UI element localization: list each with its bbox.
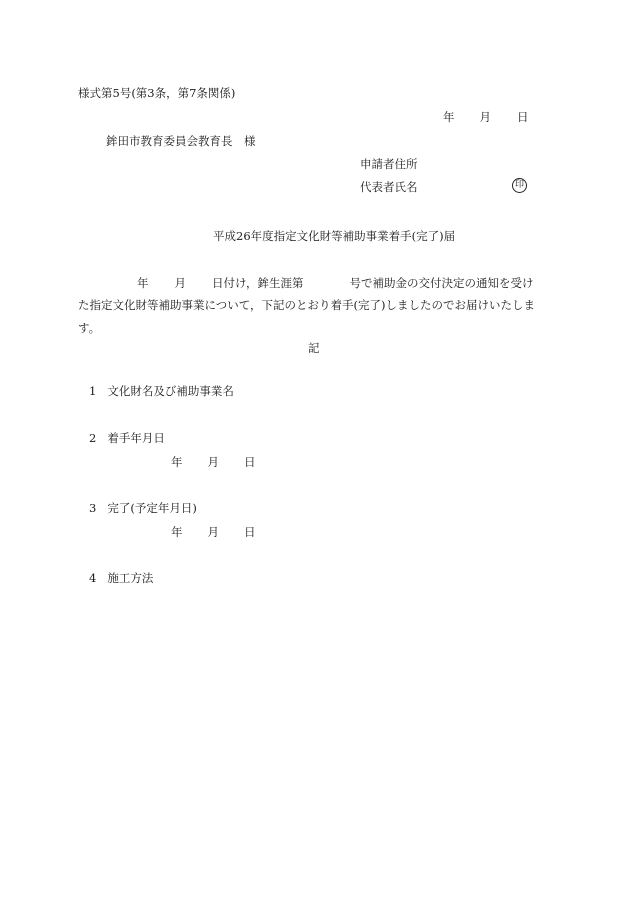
- item-3-day: 日: [244, 525, 256, 539]
- item-label: 着手年月日: [107, 431, 165, 445]
- body-year: 年: [137, 276, 149, 290]
- body-number-suffix: 号で補助金の交付決定の通知を受け: [349, 276, 534, 290]
- applicant-address-label: 申請者住所: [360, 157, 418, 171]
- date-year: 年: [443, 110, 455, 124]
- item-2: [89, 431, 165, 445]
- item-label: 施工方法: [107, 571, 154, 585]
- body-line-3: す。: [78, 321, 101, 335]
- item-number: 4: [89, 571, 97, 585]
- item-2-date: [171, 455, 256, 469]
- item-2-year: 年: [171, 455, 183, 469]
- item-number: 1: [89, 384, 97, 398]
- item-1: [89, 384, 234, 398]
- date-month: 月: [479, 110, 491, 124]
- item-3-date: [171, 525, 256, 539]
- date-line: [443, 110, 529, 124]
- applicant-name-label: 代表者氏名: [360, 180, 418, 194]
- item-label: 完了(予定年月日): [107, 501, 197, 515]
- ki-heading: 記: [308, 341, 320, 355]
- item-2-day: 日: [244, 455, 256, 469]
- item-number: 3: [89, 501, 97, 515]
- item-label: 文化財名及び補助事業名: [107, 384, 234, 398]
- body-line-2: た指定文化財等補助事業について，下記のとおり着手(完了)しましたのでお届けいたしま: [78, 298, 536, 312]
- item-3-year: 年: [171, 525, 183, 539]
- body-month: 月: [174, 276, 186, 290]
- item-3: [89, 501, 197, 515]
- body-line-1: [137, 276, 534, 290]
- item-number: 2: [89, 431, 97, 445]
- form-number: 様式第5号(第3条，第7条関係): [78, 86, 236, 100]
- item-3-month: 月: [207, 525, 219, 539]
- addressee: 鉾田市教育委員会教育長 様: [106, 134, 256, 148]
- document-title: 平成26年度指定文化財等補助事業着手(完了)届: [213, 229, 456, 243]
- date-day: 日: [517, 110, 529, 124]
- item-2-month: 月: [207, 455, 219, 469]
- body-day-suffix: 日付け，鉾生涯第: [212, 276, 304, 290]
- seal-icon: 印: [512, 178, 527, 193]
- item-4: [89, 571, 153, 585]
